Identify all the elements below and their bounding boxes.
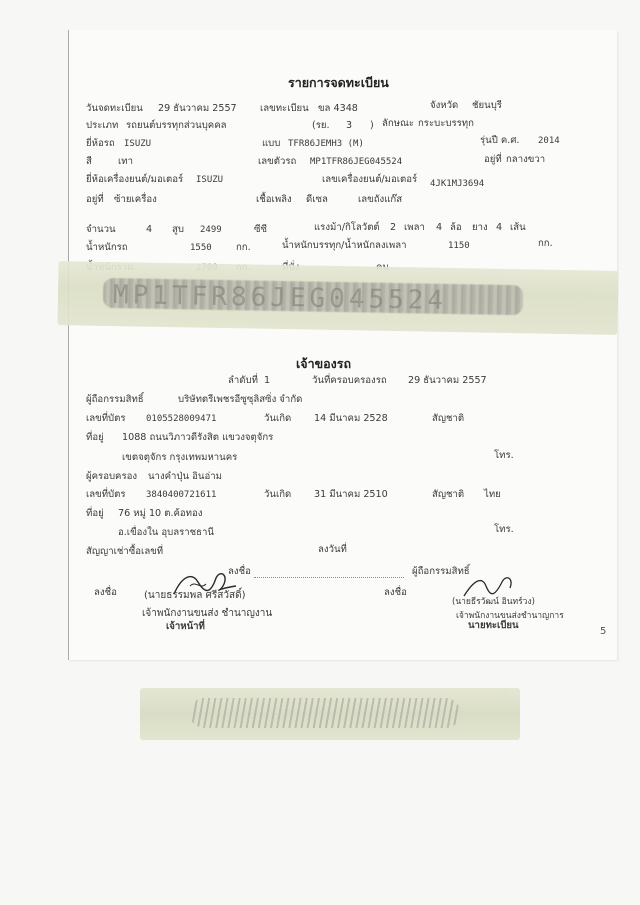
registrar-position: เจ้าพนักงานขนส่งชำนาญการ [456, 611, 564, 621]
type-label: ประเภท [86, 120, 119, 131]
cc-unit: ซีซี [254, 224, 268, 235]
engine-no: 4JK1MJ3694 [430, 179, 485, 189]
wheels: 4 [436, 222, 443, 233]
officer-title: เจ้าหน้าที่ [166, 621, 205, 632]
owner-nationality-label: สัญชาติ [432, 413, 465, 424]
tape-strip-bottom [140, 688, 520, 740]
officer-sign-label: ลงชื่อ [94, 587, 117, 598]
model-year: 2014 [538, 136, 560, 146]
possessor-address-line2: อ.เขื่องใน อุบลราชธานี [118, 527, 214, 538]
owner-sign-line [254, 577, 404, 578]
owner-address-line2: เขตจตุจักร กรุงเทพมหานคร [122, 452, 238, 463]
possessor-name: นางคำปุ่น อินอ่าม [148, 471, 222, 482]
owner-name: บริษัทตรีเพชรอีซูซุลิสซิ่ง จำกัด [178, 394, 303, 405]
load-unit: กก. [538, 238, 553, 249]
province-label: จังหวัด [430, 100, 459, 111]
registration-title: รายการจดทะเบียน [288, 75, 389, 90]
weight-unit: กก. [236, 242, 251, 253]
engine-location: ซ้ายเครื่อง [114, 194, 157, 205]
load: 1150 [448, 241, 470, 251]
tyres-label: ยาง [472, 222, 488, 233]
possessor-nationality-label: สัญชาติ [432, 489, 465, 500]
hp-label: แรงม้า/กิโลวัตต์ [314, 222, 380, 233]
fuel: ดีเซล [306, 194, 328, 205]
seq: 1 [264, 375, 271, 386]
model-label: แบบ [262, 138, 281, 149]
possession-date: 29 ธันวาคม 2557 [408, 375, 487, 386]
weight-label: น้ำหนักรถ [86, 242, 128, 253]
model-year-label: รุ่นปี ค.ศ. [480, 135, 520, 146]
tyres-unit: เส้น [510, 222, 526, 233]
engine-no-label: เลขเครื่องยนต์/มอเตอร์ [322, 174, 418, 185]
officer-name: (นายธรรมพล ศรีสวัสดิ์) [144, 590, 246, 601]
brand: ISUZU [124, 139, 152, 149]
contract-date-label: ลงวันที่ [318, 544, 347, 555]
owner-sign-title: ผู้ถือกรรมสิทธิ์ [412, 566, 470, 577]
ro-close: ) [370, 120, 374, 131]
owner-title: เจ้าของรถ [296, 356, 352, 371]
owner-id: 0105528009471 [146, 414, 217, 424]
reg-date: 29 ธันวาคม 2557 [158, 103, 237, 114]
engine-brand: ISUZU [196, 175, 224, 185]
owner-birth-label: วันเกิด [264, 413, 292, 424]
owner-label: ผู้ถือกรรมสิทธิ์ [86, 394, 144, 405]
possessor-birth-label: วันเกิด [264, 489, 292, 500]
reg-no-label: เลขทะเบียน [260, 103, 309, 114]
registrar-title: นายทะเบียน [468, 620, 519, 631]
load-label: น้ำหนักบรรทุก/น้ำหนักลงเพลา [282, 240, 407, 251]
fuel-label: เชื้อเพลิง [256, 194, 292, 205]
cylinders-unit: สูบ [172, 224, 184, 235]
brand-label: ยี่ห้อรถ [86, 138, 115, 149]
color-label: สี [86, 156, 92, 167]
gas-tank-label: เลขถังแก๊ส [358, 194, 403, 205]
owner-sign-label: ลงชื่อ [228, 566, 251, 577]
tape-scribble [190, 698, 460, 728]
owner-birth: 14 มีนาคม 2528 [314, 413, 388, 424]
possessor-id: 3840400721611 [146, 490, 217, 500]
engine-brand-label: ยี่ห้อเครื่องยนต์/มอเตอร์ [86, 174, 184, 185]
color: เทา [118, 156, 133, 167]
owner-phone-label: โทร. [494, 450, 514, 461]
possession-date-label: วันที่ครอบครองรถ [312, 375, 387, 386]
possessor-label: ผู้ครอบครอง [86, 471, 138, 482]
tyres: 4 [496, 222, 503, 233]
tape-ghost-vin: MP1TFR86JEG045524 [112, 280, 448, 316]
owner-address-label: ที่อยู่ [86, 432, 104, 443]
ro-label: (รย. [312, 120, 330, 131]
cylinders: 4 [146, 224, 153, 235]
contract-label: สัญญาเช่าซื้อเลขที่ [86, 546, 164, 557]
possessor-id-label: เลขที่บัตร [86, 489, 126, 500]
model: TFR86JEMH3 (M) [288, 139, 364, 149]
possessor-address-line1: 76 หมู่ 10 ต.ค้อทอง [118, 508, 203, 519]
vin-location: กลางขวา [506, 154, 546, 165]
axles-unit: เพลา [404, 222, 425, 233]
reg-no: ขล 4348 [318, 103, 358, 114]
seq-label: ลำดับที่ [228, 375, 258, 386]
registrar-sign-label: ลงชื่อ [384, 587, 407, 598]
cc: 2499 [200, 225, 222, 235]
tape-strip-top [57, 261, 618, 335]
wheels-unit: ล้อ [450, 222, 462, 233]
registrar-name: (นายธีรวัฒน์ อินทร์วง) [452, 597, 535, 607]
engine-location-label: อยู่ที่ [86, 194, 104, 205]
cylinders-label: จำนวน [86, 224, 116, 235]
vin: MP1TFR86JEG045524 [310, 157, 403, 167]
vin-label: เลขตัวรถ [258, 156, 297, 167]
vin-location-label: อยู่ที่ [484, 154, 502, 165]
type: รถยนต์บรรทุกส่วนบุคคล [126, 120, 227, 131]
owner-address-line1: 1088 ถนนวิภาวดีรังสิต แขวงจตุจักร [122, 432, 274, 443]
officer-position: เจ้าพนักงานขนส่ง ชำนาญงาน [142, 608, 273, 619]
possessor-birth: 31 มีนาคม 2510 [314, 489, 388, 500]
possessor-phone-label: โทร. [494, 524, 514, 535]
province: ชัยนบุรี [472, 100, 502, 111]
possessor-address-label: ที่อยู่ [86, 508, 104, 519]
character: กระบะบรรทุก [418, 118, 474, 129]
ro-value: 3 [346, 120, 353, 131]
axles: 2 [390, 222, 397, 233]
reg-date-label: วันจดทะเบียน [86, 103, 143, 114]
weight: 1550 [190, 243, 212, 253]
owner-id-label: เลขที่บัตร [86, 413, 126, 424]
possessor-nationality: ไทย [484, 489, 501, 500]
character-label: ลักษณะ [382, 118, 415, 129]
page-number-bottom: 5 [600, 626, 607, 637]
